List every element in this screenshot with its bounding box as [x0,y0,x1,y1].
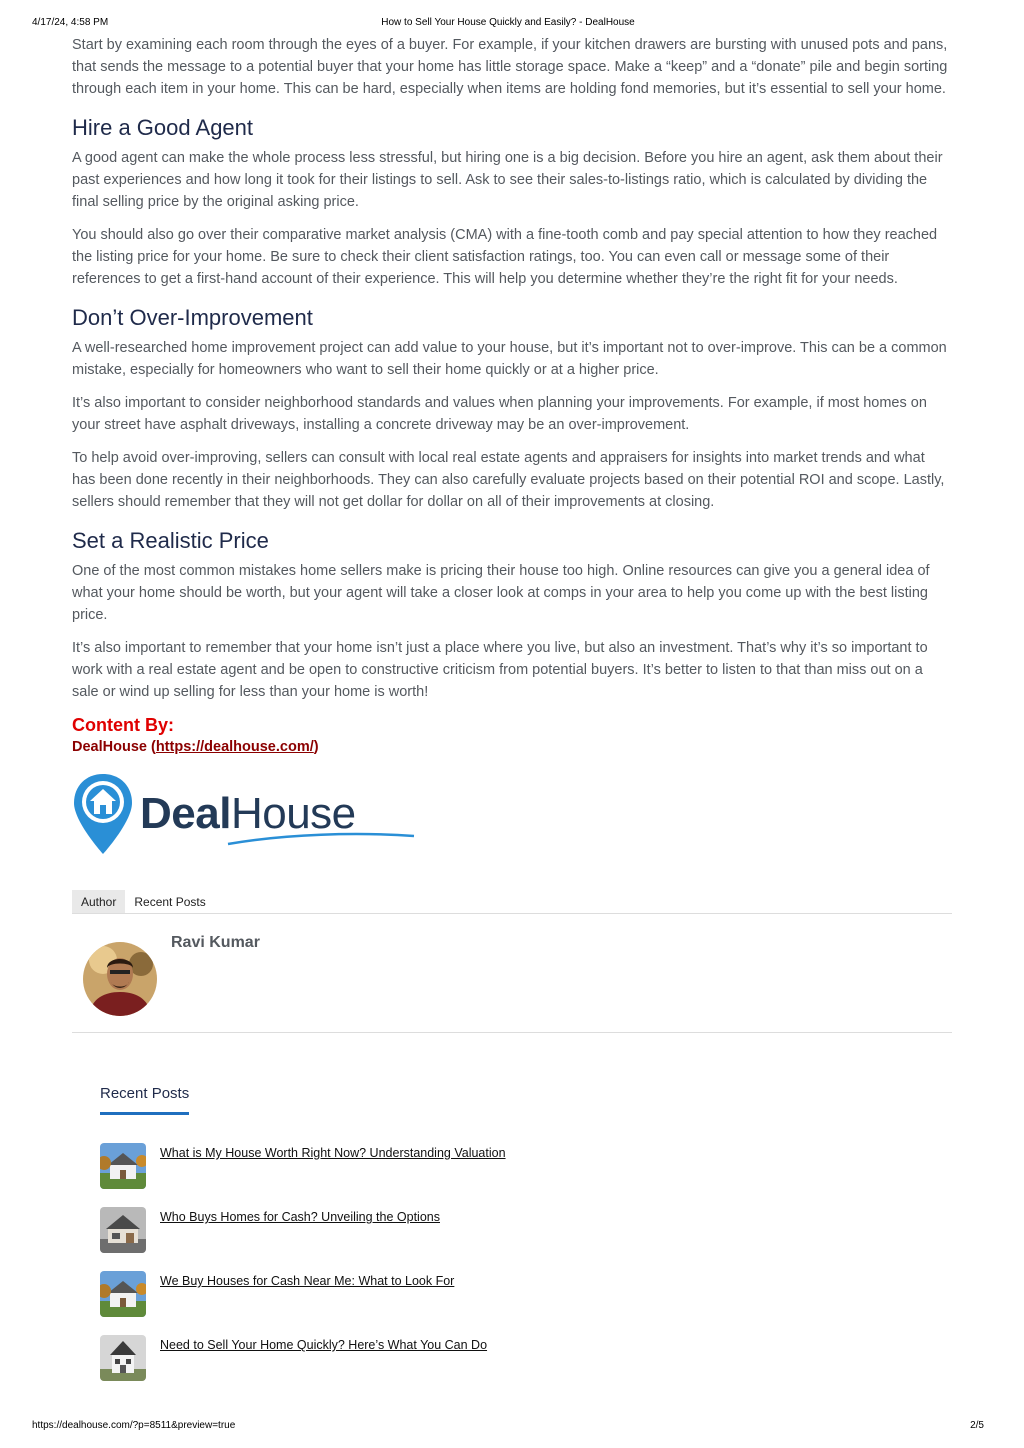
post-thumbnail[interactable] [100,1335,146,1381]
author-body [72,914,952,1033]
tab-author[interactable]: Author [72,890,125,913]
recent-post-link-3[interactable]: We Buy Houses for Cash Near Me: What to Look For [160,1274,455,1288]
print-url: https://dealhouse.com/?p=8511&preview=true [32,1420,236,1431]
section-heading-over-improvement: Don’t Over-Improvement [72,305,313,330]
hire-agent-paragraph-1: A good agent can make the whole process less stressful, but hiring one is a big decision. Before you hire an agent, ask them about their past experiences and how long it took for their listings to sell. Ask to see their sales-to-listings ratio, which is calculated by dividing the final selling price by the original asking price. [72,150,943,210]
print-page-title: How to Sell Your House Quickly and Easily? - DealHouse [381,17,635,28]
recent-post-link-4[interactable]: Need to Sell Your Home Quickly? Here’s What You Can Do [160,1338,488,1352]
dealhouse-logo [72,772,952,856]
logo-word-deal: Deal [140,789,231,838]
over-improvement-paragraph-2: It’s also important to consider neighborhood standards and values when planning your improvements. For example, if most homes on your street have asphalt driveways, installing a concrete driveway may be an over-improvement. [72,395,927,433]
section-heading-realistic-price: Set a Realistic Price [72,528,269,553]
recent-posts-widget [100,1085,952,1399]
hire-agent-paragraph-2: You should also go over their comparative market analysis (CMA) with a fine-tooth comb and pay special attention to how they reached the listing price for your home. Be sure to check their client satisfaction ratings, too. You can even call or message some of their references to get a first-hand account of their experience. This will help you determine whether they’re the right fit for your needs. [72,227,938,287]
credit-open-paren: ( [150,739,156,755]
avatar [83,942,157,1016]
recent-posts-title: Recent Posts [100,1085,189,1115]
over-improvement-paragraph-3: To help avoid over-improving, sellers can consult with local real estate agents and appraisers for insights into market trends and what has been done recently in their neighborhoods. They can also carefully evaluate projects based on their potential ROI and scope. Lastly, sellers should remember that they will not get dollar for dollar on all of their improvements at closing. [72,450,945,510]
location-pin-icon [72,772,134,856]
print-header [32,17,984,31]
post-thumbnail[interactable] [100,1207,146,1253]
realistic-price-paragraph-1: One of the most common mistakes home sellers make is pricing their house too high. Online resources can give you a general idea of what your home should be worth, but your agent will take a closer look at comps in your area to help you come up with the best listing price. [72,563,930,623]
over-improvement-paragraph-1: A well-researched home improvement project can add value to your house, but it’s important not to over-improve. This can be a common mistake, especially for homeowners who want to sell their home quickly or at a higher price. [72,340,947,378]
recent-post-link-1[interactable]: What is My House Worth Right Now? Understanding Valuation [160,1146,506,1160]
list-item [100,1207,952,1271]
print-page-number: 2/5 [970,1420,984,1431]
list-item [100,1335,952,1399]
post-thumbnail[interactable] [100,1271,146,1317]
list-item [100,1271,952,1335]
logo-word-house: House [230,789,356,838]
content-credit-line [72,736,952,758]
print-footer [32,1420,984,1434]
print-datetime: 4/17/24, 4:58 PM [32,17,109,28]
recent-posts-list [100,1143,952,1399]
author-name[interactable]: Ravi Kumar [171,934,260,951]
tab-recent-posts[interactable]: Recent Posts [134,895,206,909]
content-credit-title: Content By: [72,715,174,735]
realistic-price-paragraph-2: It’s also important to remember that your home isn’t just a place where you live, but also an investment. That’s why it’s so important to work with a real estate agent and be open to constructive criticism from potential buyers. It’s better to listen to that than miss out on a sale or wind up selling for less than your home is worth! [72,640,928,700]
article-content [72,34,952,1399]
intro-paragraph: Start by examining each room through the eyes of a buyer. For example, if your kitchen drawers are bursting with unused pots and pans, that sends the message to a potential buyer that your home has little storage space. Make a “keep” and a “donate” pile and begin sorting through each item in your home. This can be hard, especially when items are holding fond memories, but it’s essential to sell your home. [72,37,948,97]
recent-post-link-2[interactable]: Who Buys Homes for Cash? Unveiling the Options [160,1210,440,1224]
section-heading-hire-agent: Hire a Good Agent [72,115,254,140]
post-thumbnail[interactable] [100,1143,146,1189]
credit-name: DealHouse [72,739,147,755]
list-item [100,1143,952,1207]
credit-close-paren: ) [313,739,319,755]
logo-swoosh-icon [226,832,416,846]
credit-link[interactable]: https://dealhouse.com/ [155,739,314,755]
author-box [72,890,952,1033]
author-box-tabs [72,890,952,914]
